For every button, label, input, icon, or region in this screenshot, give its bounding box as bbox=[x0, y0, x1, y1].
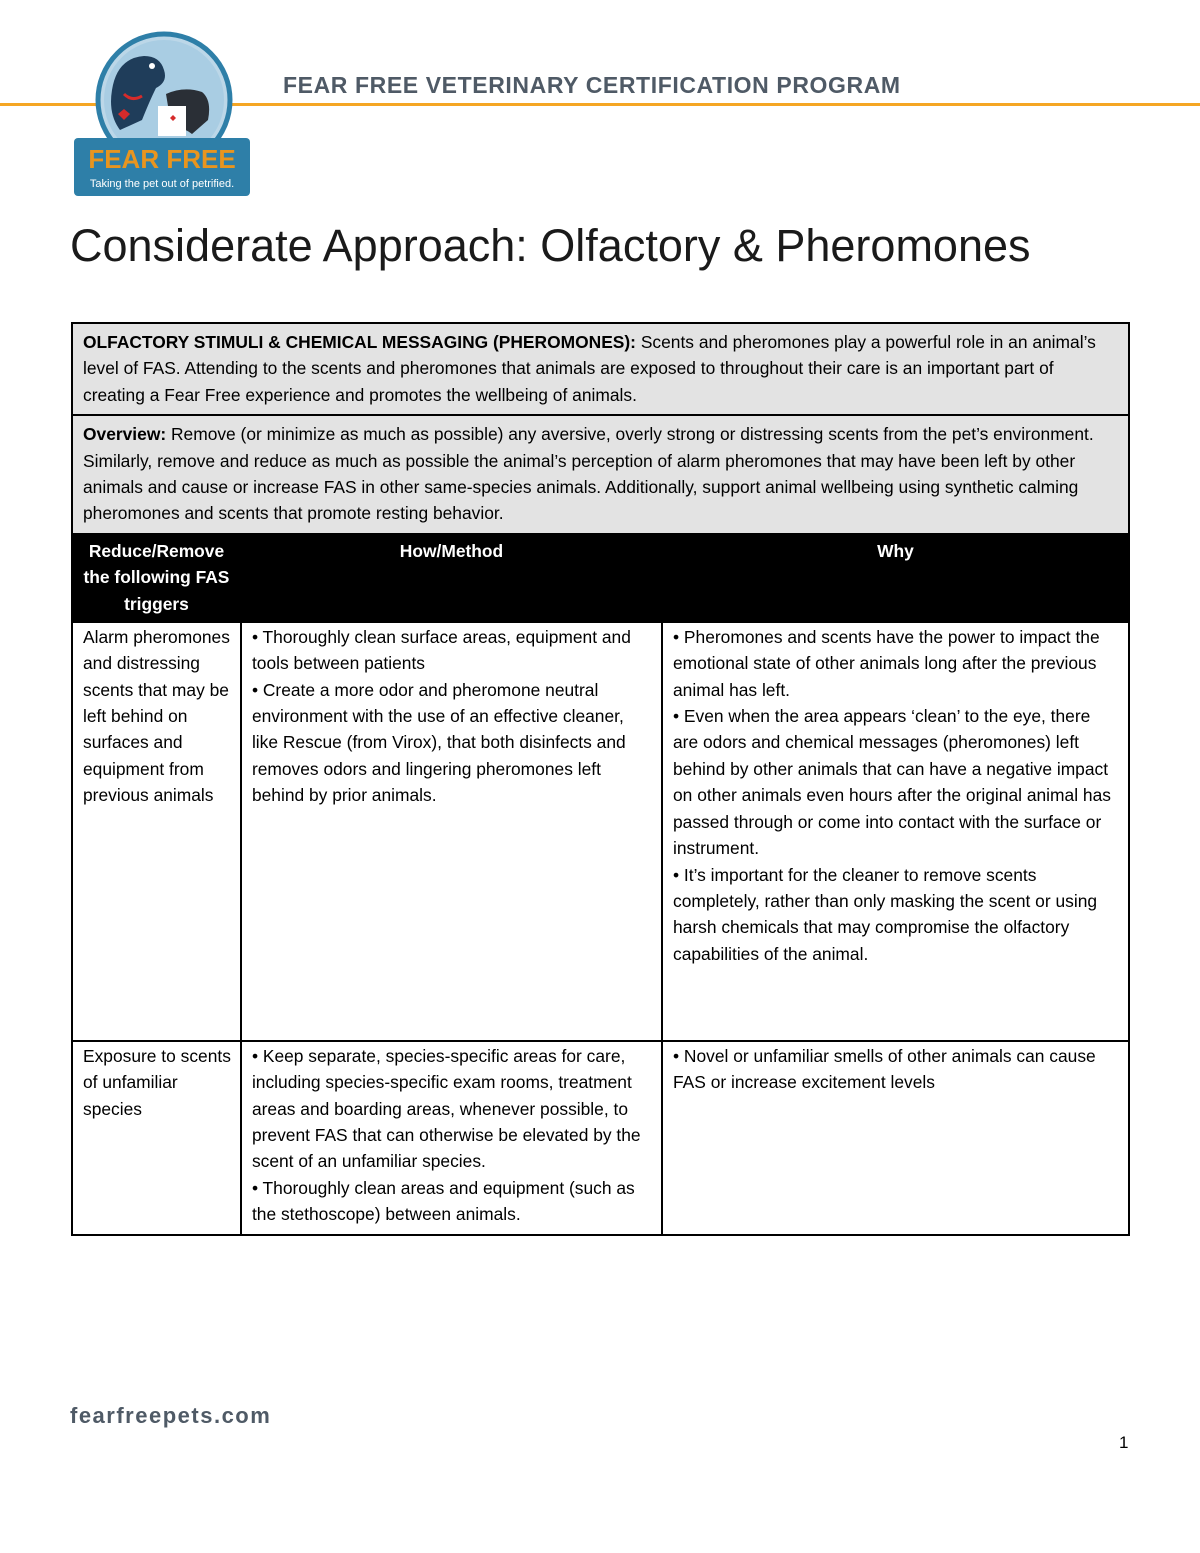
intro-cell bbox=[72, 323, 1129, 415]
why-bullet: • Pheromones and scents have the power to impact the emotional state of other animals long after the previous animal has left. bbox=[673, 626, 1100, 700]
how-bullet: • Thoroughly clean areas and equipment (such as the stethoscope) between animals. bbox=[251, 1177, 635, 1225]
logo-text: FEAR FREE bbox=[88, 144, 236, 174]
why-bullet: • It’s important for the cleaner to remove scents completely, rather than only masking the scent or using harsh chemicals that may compromise the olfactory capabilities of the animal. bbox=[673, 864, 1098, 964]
why-bullet: • Even when the area appears ‘clean’ to the eye, there are odors and chemical messages (pheromones) left behind by other animals that can have a negative impact on other animals even hours after the original animal has passed through or come into contact with the surface or instrument. bbox=[673, 706, 1111, 859]
how-bullet: • Create a more odor and pheromone neutral environment with the use of an effective cleaner, like Rescue (from Virox), that both disinfects and removes odors and lingering pheromones left behind by prior animals. bbox=[251, 679, 626, 806]
intro-text: Scents and pheromones play a powerful role in an animal’s level of FAS. Attending to the scents and pheromones that animals are exposed to throughout their care is an important part of creating a Fear Free experience and promotes the wellbeing of animals. bbox=[83, 332, 1096, 405]
how-cell bbox=[241, 622, 662, 1041]
how-bullet: • Thoroughly clean surface areas, equipment and tools between patients bbox=[251, 626, 631, 674]
how-bullet: • Keep separate, species-specific areas for care, including species-specific exam rooms, treatment areas and boarding areas, whenever possible, to prevent FAS that can otherwise be elevated by the scent of an unfamiliar species. bbox=[251, 1045, 641, 1172]
table-row bbox=[72, 622, 1129, 1041]
how-cell bbox=[241, 1041, 662, 1235]
page-title: Considerate Approach: Olfactory & Pheromones bbox=[70, 220, 1031, 271]
why-cell bbox=[662, 622, 1129, 1041]
overview-row bbox=[72, 415, 1129, 534]
logo-tagline: Taking the pet out of petrified. bbox=[89, 178, 235, 190]
overview-label: Overview: bbox=[83, 424, 167, 445]
overview-cell bbox=[72, 415, 1129, 534]
intro-row bbox=[72, 323, 1129, 415]
program-title: FEAR FREE VETERINARY CERTIFICATION PROGRAM bbox=[283, 72, 901, 98]
fear-free-logo bbox=[72, 30, 252, 198]
why-bullet: • Novel or unfamiliar smells of other animals can cause FAS or increase excitement levels bbox=[673, 1045, 1096, 1093]
approach-table bbox=[71, 322, 1130, 1236]
intro-label: OLFACTORY STIMULI & CHEMICAL MESSAGING (PHEROMONES): bbox=[83, 332, 636, 352]
overview-text: Remove (or minimize as much as possible) any aversive, overly strong or distressing scents from the pet’s environment. Similarly, remove and reduce as much as possible the animal’s perception of alarm pheromones that may have been left by other animals and cause or increase FAS in other same-species animals. Additionally, support animal wellbeing using synthetic calming pheromones and scents that promote resting behavior. bbox=[83, 424, 1094, 524]
trigger-cell: Alarm pheromones and distressing scents that may be left behind on surfaces and equipment from previous animals bbox=[72, 622, 241, 1041]
trigger-cell: Exposure to scents of unfamiliar species bbox=[72, 1041, 241, 1235]
column-header-row bbox=[72, 534, 1129, 622]
column-header-triggers: Reduce/Remove the following FAS triggers bbox=[72, 534, 241, 622]
table-row bbox=[72, 1041, 1129, 1235]
page-number: 1 bbox=[1119, 1433, 1129, 1452]
column-header-why: Why bbox=[662, 534, 1129, 622]
why-cell bbox=[662, 1041, 1129, 1235]
footer-url[interactable]: fearfreepets.com bbox=[70, 1403, 272, 1428]
column-header-how: How/Method bbox=[241, 534, 662, 622]
